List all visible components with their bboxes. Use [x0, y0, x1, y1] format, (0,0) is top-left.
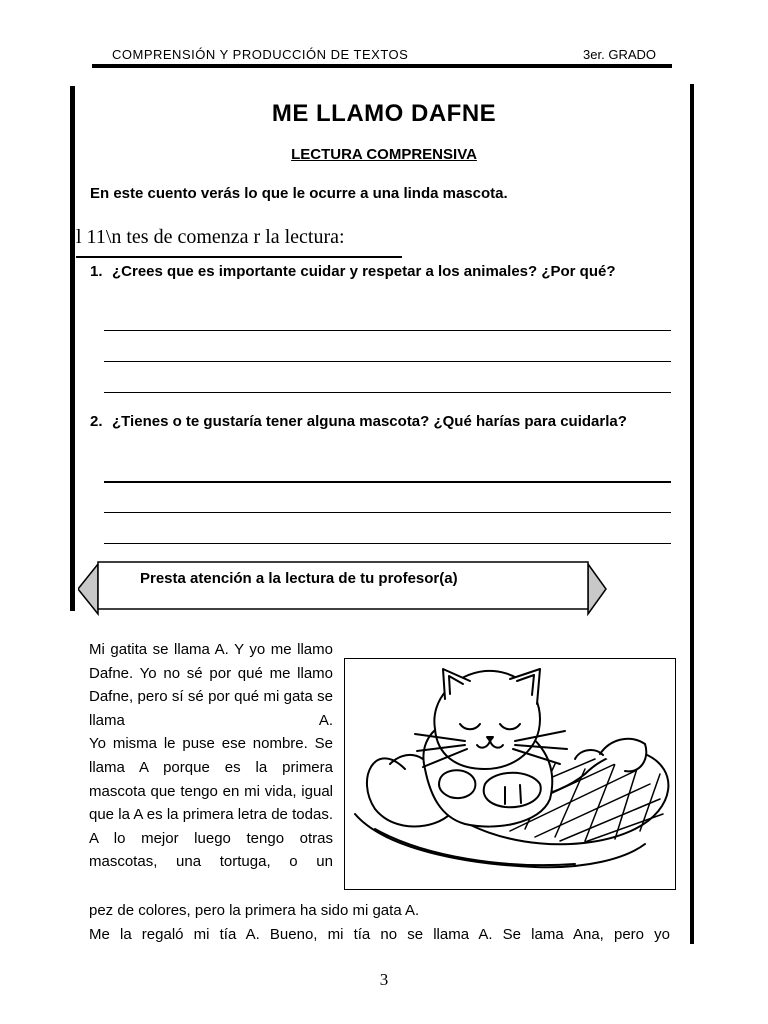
header-rule [92, 64, 672, 68]
answer-line[interactable] [104, 481, 671, 483]
banner-text: Presta atención a la lectura de tu profesor(a) [140, 570, 458, 587]
page-header [92, 44, 672, 68]
story-line: Me la regaló mi tía A. Bueno, mi tía no se llama A. Se lama Ana, pero yo [89, 926, 670, 943]
listen-banner [78, 560, 608, 618]
answer-line[interactable] [104, 543, 671, 544]
question-number: 1. [90, 263, 103, 280]
header-grade: 3er. GRADO [583, 47, 656, 62]
left-border-bar [70, 86, 75, 611]
answer-line[interactable] [104, 392, 671, 393]
header-subject: COMPRENSIÓN Y PRODUCCIÓN DE TEXTOS [112, 47, 409, 62]
before-reading-heading: l 11\n tes de comenza r la lectura: [76, 226, 345, 248]
story-column [89, 638, 333, 874]
question-1 [90, 262, 670, 281]
question-text: ¿Crees que es importante cuidar y respetar a los animales? ¿Por qué? [112, 263, 616, 280]
story-paragraph: Yo misma le puse ese nombre. Se llama A porque es la primera mascota que tengo en mi vida, igual que la A es la primera letra de todas. [89, 735, 333, 824]
before-reading-rule [76, 256, 402, 258]
story-line: pez de colores, pero la primera ha sido mi gata A. [89, 902, 420, 919]
sleeping-cat-illustration [345, 659, 675, 889]
page-subtitle: LECTURA COMPRENSIVA [291, 146, 477, 163]
banner-arrow-shape [78, 560, 608, 618]
story-paragraph: Mi gatita se llama A. Y yo me llamo Dafne. Yo no sé por qué me llamo Dafne, pero sí sé por qué mi gata se llama A. [89, 641, 333, 729]
question-text: ¿Tienes o te gustaría tener alguna mascota? ¿Qué harías para cuidarla? [112, 413, 627, 430]
question-2 [90, 412, 670, 431]
story-paragraph: A lo mejor luego tengo otras mascotas, una tortuga, o un [89, 829, 333, 871]
answer-line[interactable] [104, 361, 671, 362]
page-number: 3 [379, 970, 389, 989]
intro-text: En este cuento verás lo que le ocurre a una linda mascota. [90, 185, 508, 202]
question-number: 2. [90, 413, 103, 430]
right-border-bar [690, 84, 694, 944]
cat-illustration-frame [344, 658, 676, 890]
answer-line[interactable] [104, 512, 671, 513]
answer-line[interactable] [104, 330, 671, 331]
page-title: ME LLAMO DAFNE [271, 100, 497, 127]
